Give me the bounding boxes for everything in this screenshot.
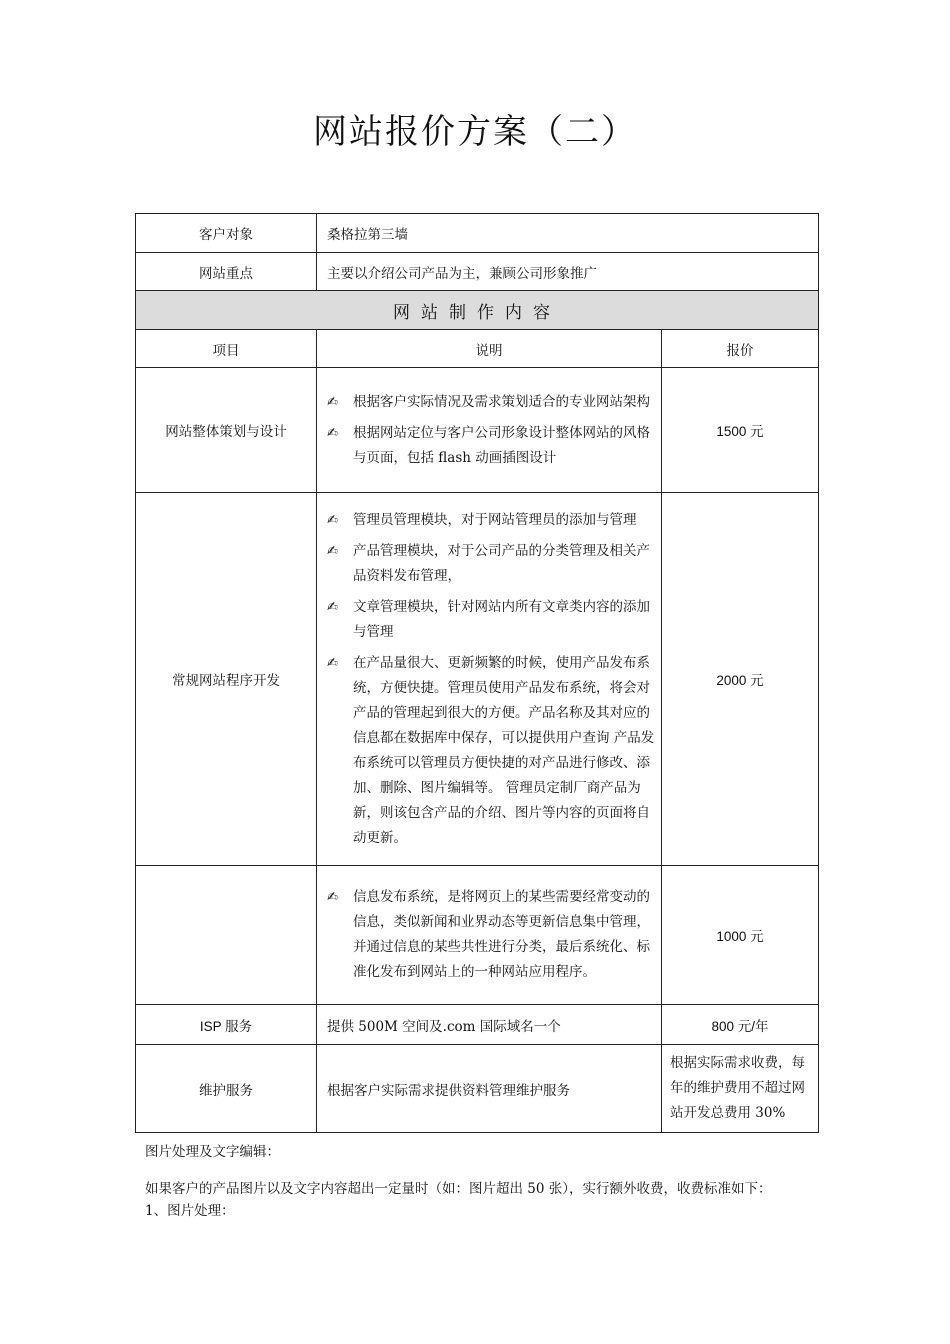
row-desc xyxy=(317,866,662,1005)
isp-item: ISP 服务 xyxy=(136,1005,317,1045)
image-editing-heading: 图片处理及文字编辑： xyxy=(145,1144,280,1160)
row-price: 1500 元 xyxy=(662,368,819,493)
bullet-text: 信息发布系统，是将网页上的某些需要经常变动的信息，类似新闻和业界动态等更新信息集中管理，并通过信息的某些共性进行分类，最后系统化、标准化发布到网站上的一种网站应用程序。 xyxy=(353,889,650,980)
list-item xyxy=(325,595,655,645)
pen-bullet-icon: ✍ xyxy=(327,543,338,559)
maint-desc: 根据客户实际需求提供资料管理维护服务 xyxy=(317,1045,662,1133)
pen-bullet-icon: ✍ xyxy=(327,512,338,528)
bullet-text: 在产品量很大、更新频繁的时候，使用产品发布系统，方便快捷。管理员使用产品发布系统，将会对产品的管理起到很大的方便。产品名称及其对应的信息都在数据库中保存，可以提供用户查询 产品发布系统可以管理员方便快捷的对产品进行修改、添加、删除、图片编辑等。 管理员定制厂商产品为新，则该包含产品的介绍、图片等内容的页面将自动更新。 xyxy=(353,654,655,846)
list-item xyxy=(325,421,655,471)
focus-label: 网站重点 xyxy=(136,253,317,291)
row-item xyxy=(136,866,317,1005)
focus-value: 主要以介绍公司产品为主，兼顾公司形象推广 xyxy=(317,253,819,291)
row-price: 1000 元 xyxy=(662,866,819,1005)
list-item xyxy=(325,508,655,533)
isp-price: 800 元/年 xyxy=(662,1005,819,1045)
bullet-text: 管理员管理模块，对于网站管理员的添加与管理 xyxy=(353,511,637,528)
header-item: 项目 xyxy=(136,330,317,368)
row-item: 常规网站程序开发 xyxy=(136,493,317,866)
row-desc xyxy=(317,368,662,493)
list-item xyxy=(325,651,655,851)
pen-bullet-icon: ✍ xyxy=(327,394,338,410)
extra-fee-paragraph: 如果客户的产品图片以及文字内容超出一定量时（如：图片超出 50 张），实行额外收费，收费标准如下： xyxy=(145,1181,772,1197)
section-heading-row xyxy=(136,291,819,330)
pen-bullet-icon: ✍ xyxy=(327,599,338,615)
focus-row xyxy=(136,253,819,291)
client-value: 桑格拉第三墙 xyxy=(317,214,819,253)
maint-row xyxy=(136,1045,819,1133)
bullet-text: 文章管理模块，针对网站内所有文章类内容的添加与管理 xyxy=(353,598,650,640)
list-item xyxy=(325,885,655,985)
bullet-text: 根据客户实际情况及需求策划适合的专业网站架构 xyxy=(353,393,650,410)
pen-bullet-icon: ✍ xyxy=(327,655,338,671)
maint-item: 维护服务 xyxy=(136,1045,317,1133)
table-row xyxy=(136,866,819,1005)
pen-bullet-icon: ✍ xyxy=(327,890,338,905)
row-desc xyxy=(317,493,662,866)
bullet-text: 产品管理模块，对于公司产品的分类管理及相关产品资料发布管理， xyxy=(353,542,650,584)
isp-row xyxy=(136,1005,819,1045)
table-row xyxy=(136,368,819,493)
bullet-text: 根据网站定位与客户公司形象设计整体网站的风格与页面，包括 flash 动画插图设计 xyxy=(353,424,650,466)
image-processing-heading: 1、图片处理： xyxy=(145,1203,235,1219)
header-price: 报价 xyxy=(662,330,819,368)
header-row xyxy=(136,330,819,368)
list-item xyxy=(325,539,655,589)
maint-price: 根据实际需求收费，每年的维护费用不超过网站开发总费用 30% xyxy=(662,1045,819,1133)
row-item: 网站整体策划与设计 xyxy=(136,368,317,493)
list-item xyxy=(325,390,655,415)
header-desc: 说明 xyxy=(317,330,662,368)
client-label: 客户对象 xyxy=(136,214,317,253)
client-row xyxy=(136,214,819,253)
pen-bullet-icon: ✍ xyxy=(327,425,338,441)
isp-desc: 提供 500M 空间及.com 国际域名一个 xyxy=(317,1005,662,1045)
row-price: 2000 元 xyxy=(662,493,819,866)
document-title: 网站报价方案（二） xyxy=(313,112,637,152)
table-row xyxy=(136,493,819,866)
section-heading: 网站制作内容 xyxy=(136,291,819,330)
quote-table xyxy=(135,213,819,1133)
